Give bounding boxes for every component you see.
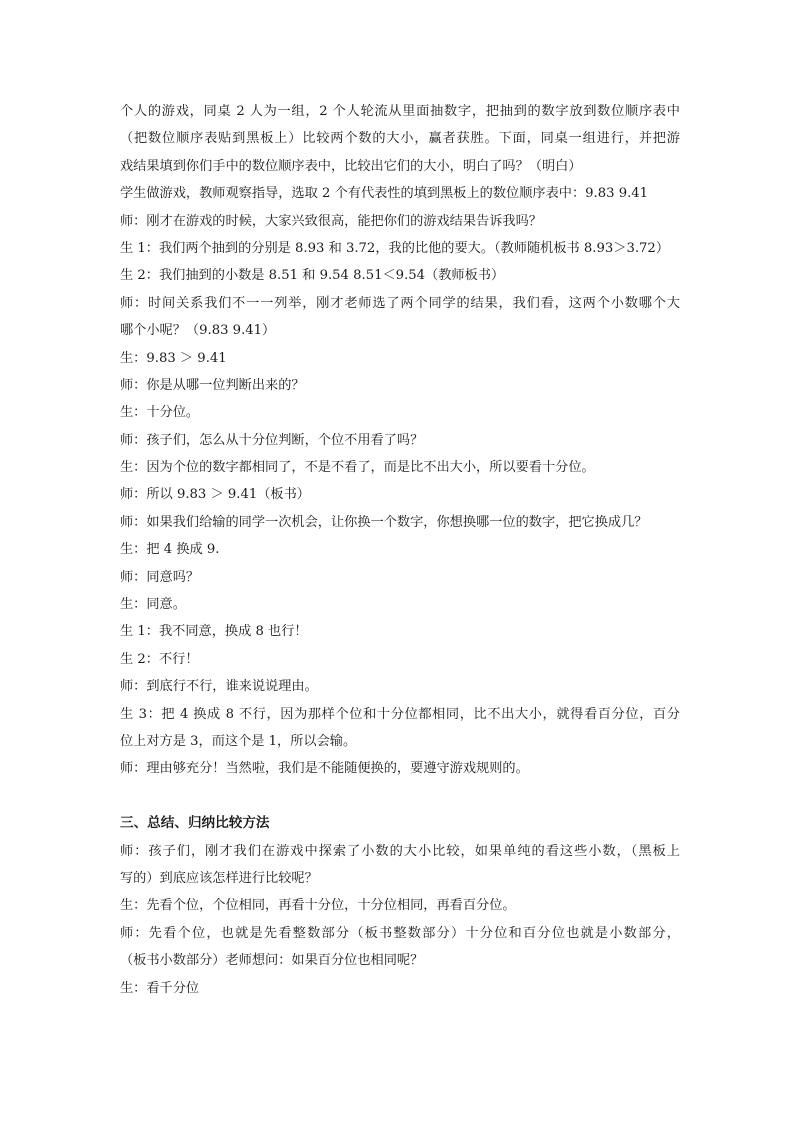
paragraph-line: 生：9.83 ＞ 9.41 [120, 350, 227, 366]
paragraph-line: 师：如果我们给输的同学一次机会，让你换一个数字，你想换哪一位的数字，把它换成几？ [120, 514, 648, 530]
paragraph-line: 师：时间关系我们不一一列举，刚才老师选了两个同学的结果，我们看，这两个小数哪个大 [120, 295, 680, 311]
paragraph-line: 个人的游戏，同桌 2 人为一组，2 个人轮流从里面抽数字，把抽到的数字放到数位顺序表中 [120, 104, 680, 119]
paragraph-line: 师：你是从哪一位判断出来的？ [120, 377, 305, 393]
paragraph-line: 师：理由够充分！当然啦，我们是不能随便换的，要遵守游戏规则的。 [120, 761, 529, 777]
paragraph-line: 生：先看个位，个位相同，再看十分位，十分位相同，再看百分位。 [120, 898, 516, 914]
paragraph-line: 生：同意。 [120, 597, 186, 613]
paragraph-line: 师：孩子们，刚才我们在游戏中探索了小数的大小比较，如果单纯的看这些小数，（黑板上 [120, 843, 680, 859]
paragraph-line: 戏结果填到你们手中的数位顺序表中，比较出它们的大小，明白了吗？（明白） [120, 158, 582, 174]
paragraph-line: 哪个小呢？（9.83 9.41） [120, 323, 276, 339]
paragraph-line: 生：把 4 换成 9. [120, 542, 220, 558]
section-spacer [120, 783, 680, 810]
paragraph-line: （把数位顺序表贴到黑板上）比较两个数的大小，赢者获胜。下面，同桌一组进行，并把游 [120, 131, 680, 147]
paragraph-line: 生：看千分位 [120, 980, 200, 996]
paragraph-line: 师：孩子们，怎么从十分位判断，个位不用看了吗？ [120, 432, 424, 448]
paragraph-line: 师：刚才在游戏的时候，大家兴致很高，能把你们的游戏结果告诉我吗？ [120, 213, 542, 229]
paragraph-line: 师：所以 9.83 ＞ 9.41（板书） [120, 487, 310, 503]
paragraph-line: 生：十分位。 [120, 405, 200, 421]
paragraph-line: 师：到底行不行，谁来说说理由。 [120, 679, 318, 695]
document-body [120, 98, 680, 1002]
paragraph-line: 师：先看个位，也就是先看整数部分（板书整数部分）十分位和百分位也就是小数部分， [120, 925, 680, 941]
section-heading: 三、总结、归纳比较方法 [120, 815, 270, 832]
paragraph-line: 生 1：我们两个抽到的分别是 8.93 和 3.72，我的比他的要大。（教师随机板书 8.93＞3.72） [120, 240, 670, 256]
paragraph-line: 生：因为个位的数字都相同了，不是不看了，而是比不出大小，所以要看十分位。 [120, 460, 595, 476]
paragraph-line: 位上对方是 3，而这个是 1，所以会输。 [120, 733, 357, 749]
paragraph-line: 生 1：我不同意，换成 8 也行！ [120, 624, 308, 640]
paragraph-line: 生 3：把 4 换成 8 不行，因为那样个位和十分位都相同，比不出大小，就得看百分位，百分 [120, 706, 680, 722]
paragraph-line: 师：同意吗？ [120, 569, 200, 585]
paragraph-line: 学生做游戏，教师观察指导，选取 2 个有代表性的填到黑板上的数位顺序表中：9.83 9.41 [120, 186, 649, 202]
paragraph-line: （板书小数部分）老师想问：如果百分位也相同呢？ [120, 953, 424, 969]
paragraph-line: 生 2：不行！ [120, 651, 199, 667]
paragraph-line: 写的）到底应该怎样进行比较呢？ [120, 870, 318, 886]
paragraph-line: 生 2：我们抽到的小数是 8.51 和 9.54 8.51＜9.54（教师板书） [120, 268, 505, 284]
